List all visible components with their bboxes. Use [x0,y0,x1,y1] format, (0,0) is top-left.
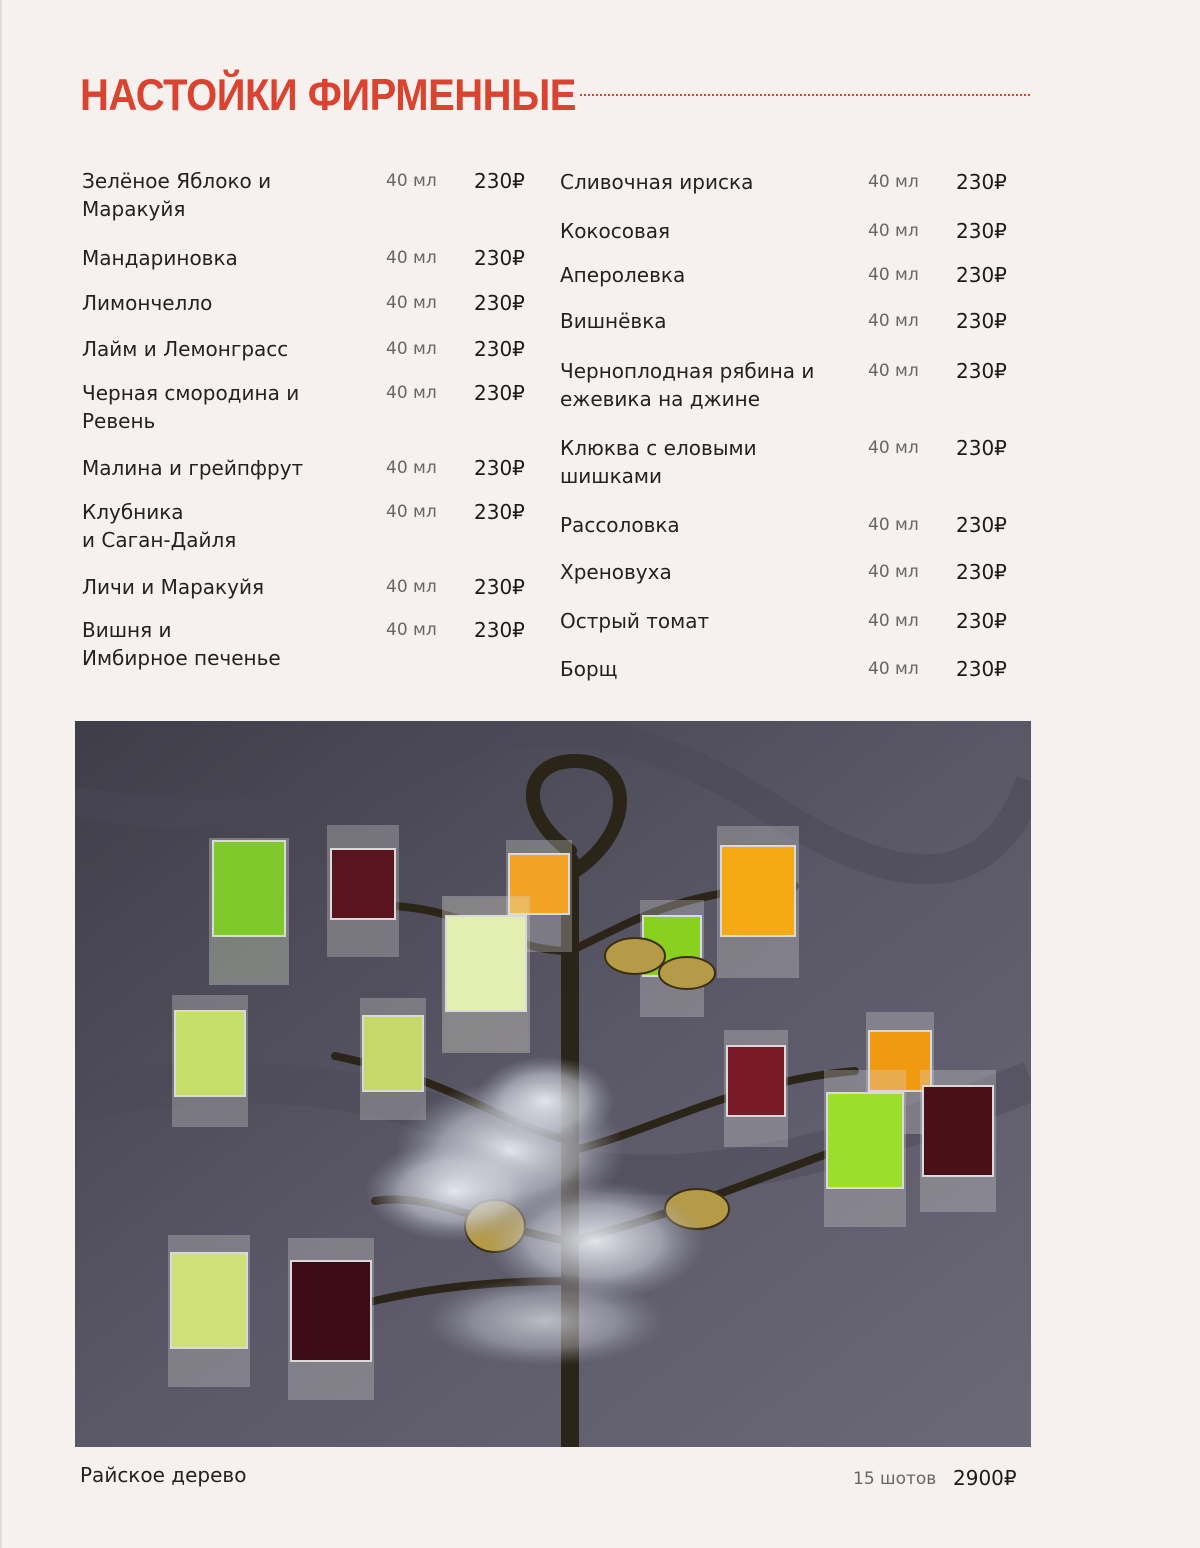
menu-item [560,357,1020,417]
item-name: Личи и Маракуйя [82,575,264,599]
section-heading [80,66,1030,121]
section-title: НАСТОЙКИ ФИРМЕННЫЕ [80,70,576,121]
item-name: Хреновуха [560,560,672,584]
item-volume: 40 мл [386,458,437,478]
item-volume: 40 мл [868,311,919,331]
item-volume: 40 мл [868,562,919,582]
item-volume: 40 мл [386,502,437,522]
item-price: 230₽ [474,246,525,270]
item-name: Лайм и Лемонграсс [82,337,289,361]
menu-item [82,379,532,439]
dotted-rule [580,94,1030,96]
item-volume: 40 мл [868,659,919,679]
item-name: Рассоловка [560,513,680,537]
item-volume: 40 мл [868,438,919,458]
item-price: 230₽ [474,500,525,524]
item-price: 230₽ [474,169,525,193]
item-price: 230₽ [474,291,525,315]
item-name: Малина и грейпфрут [82,456,304,480]
set-price: 2900₽ [953,1466,1017,1490]
menu-item [82,167,532,227]
item-volume: 40 мл [868,515,919,535]
item-volume: 40 мл [868,265,919,285]
set-count: 15 шотов [853,1469,937,1489]
item-price: 230₽ [956,359,1007,383]
menu-item [560,655,1020,715]
item-name: Аперолевка [560,263,686,287]
item-volume: 40 мл [868,361,919,381]
item-name: Лимончелло [82,291,213,315]
item-price: 230₽ [474,575,525,599]
item-volume: 40 мл [386,293,437,313]
item-name: Клюква с еловыми шишками [560,436,757,488]
item-name: Черная смородина и Ревень [82,381,300,433]
item-name: Вишнёвка [560,309,667,333]
item-price: 230₽ [956,513,1007,537]
menu-item [560,434,1020,494]
menu-item [82,616,532,676]
item-name: Острый томат [560,609,710,633]
item-volume: 40 мл [386,383,437,403]
item-volume: 40 мл [386,620,437,640]
item-name: Черноплодная рябина и ежевика на джине [560,359,815,411]
item-price: 230₽ [956,436,1007,460]
item-volume: 40 мл [868,611,919,631]
item-price: 230₽ [956,657,1007,681]
item-price: 230₽ [956,170,1007,194]
item-name: Клубника и Саган-Дайля [82,500,237,552]
shot-tree-photo [75,721,1031,1447]
item-name: Зелёное Яблоко и Маракуйя [82,169,272,221]
item-price: 230₽ [956,560,1007,584]
item-volume: 40 мл [386,248,437,268]
item-volume: 40 мл [386,339,437,359]
item-price: 230₽ [474,618,525,642]
item-name: Мандариновка [82,246,238,270]
item-name: Борщ [560,657,618,681]
page-edge [0,0,2,1548]
item-volume: 40 мл [868,172,919,192]
set-name: Райское дерево [80,1463,247,1487]
item-price: 230₽ [956,263,1007,287]
item-price: 230₽ [956,219,1007,243]
item-price: 230₽ [474,337,525,361]
item-volume: 40 мл [868,221,919,241]
item-volume: 40 мл [386,577,437,597]
menu-item [82,498,532,558]
item-price: 230₽ [956,309,1007,333]
item-price: 230₽ [956,609,1007,633]
item-volume: 40 мл [386,171,437,191]
item-name: Вишня и Имбирное печенье [82,618,281,670]
item-price: 230₽ [474,381,525,405]
item-name: Кокосовая [560,219,671,243]
item-price: 230₽ [474,456,525,480]
item-name: Сливочная ириска [560,170,754,194]
